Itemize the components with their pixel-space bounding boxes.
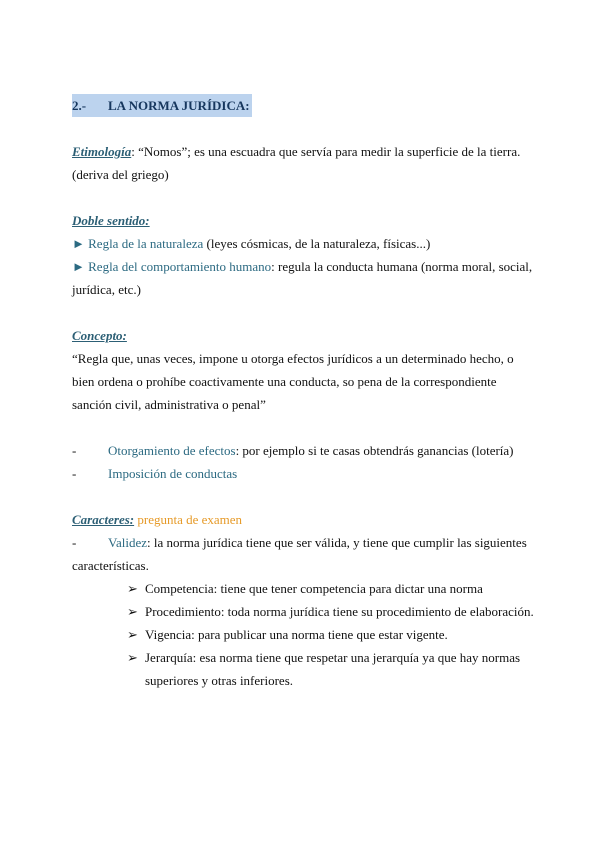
spacer: [72, 416, 534, 439]
caracteres-label: Caracteres:: [72, 512, 135, 527]
validez-term: Validez: [108, 535, 147, 550]
doble-sentido-heading: [72, 209, 534, 232]
doble-sentido-text-2: : regula la conducta humana (norma moral, social, jurídica, etc.): [72, 259, 533, 297]
doble-sentido-term-1: Regla de la naturaleza: [88, 236, 204, 251]
list-item-text: Competencia: tiene que tener competencia para dictar una norma: [145, 581, 483, 596]
efectos-term-1: Otorgamiento de efectos: [108, 443, 236, 458]
doble-sentido-text-1: (leyes cósmicas, de la naturaleza, físicas...): [203, 236, 431, 251]
arrowhead-bullet-icon: ➢: [127, 581, 138, 596]
document-content: [72, 94, 534, 692]
triangle-bullet-icon: ►: [72, 259, 85, 274]
etimologia-label: Etimología: [72, 144, 132, 159]
triangle-bullet-icon: ►: [72, 236, 85, 251]
validez-text: : la norma jurídica tiene que ser válida, y tiene que cumplir las siguientes características.: [72, 535, 527, 573]
arrowhead-bullet-icon: ➢: [127, 604, 138, 619]
efectos-term-2: Imposición de conductas: [108, 466, 238, 481]
list-item: [127, 577, 534, 600]
section-title: [72, 94, 534, 117]
caracteres-note: pregunta de examen: [134, 512, 243, 527]
doble-sentido-term-2: Regla del comportamiento humano: [88, 259, 272, 274]
list-item-text: Jerarquía: esa norma tiene que respetar una jerarquía ya que hay normas superiores y otras inferiores.: [145, 650, 521, 688]
dash-bullet: -: [72, 443, 77, 458]
list-item-text: Vigencia: para publicar una norma tiene que estar vigente.: [145, 627, 448, 642]
list-item-text: Procedimiento: toda norma jurídica tiene su procedimiento de elaboración.: [145, 604, 534, 619]
title-text: LA NORMA JURÍDICA:: [108, 98, 250, 113]
efectos-item-1: [72, 439, 534, 462]
efectos-item-2: [72, 462, 534, 485]
caracteres-heading: [72, 508, 534, 531]
doble-sentido-item-1: [72, 232, 534, 255]
list-item: [127, 646, 534, 692]
dash-bullet: -: [72, 466, 77, 481]
spacer: [72, 301, 534, 324]
efectos-text-1: : por ejemplo si te casas obtendrás ganancias (lotería): [235, 443, 514, 458]
concepto-text: “Regla que, unas veces, impone u otorga efectos jurídicos a un determinado hecho, o bien ordena o prohíbe coactivamente una conducta, so pena de la correspondiente sanción civil, administrativa o penal”: [72, 351, 514, 412]
validez-item: [72, 531, 534, 577]
arrowhead-bullet-icon: ➢: [127, 627, 138, 642]
etimologia-colon: :: [131, 144, 135, 159]
dash-bullet: -: [72, 535, 77, 550]
concepto-heading: [72, 324, 534, 347]
list-item: [127, 623, 534, 646]
spacer: [72, 186, 534, 209]
concepto-label: Concepto:: [72, 328, 127, 343]
caracteristicas-list: [127, 577, 534, 692]
etimologia-text: “Nomos”; es una escuadra que servía para medir la superficie de la tierra. (deriva del griego): [72, 144, 521, 182]
list-item: [127, 600, 534, 623]
title-number: 2.-: [72, 98, 87, 113]
doble-sentido-item-2: [72, 255, 534, 301]
arrowhead-bullet-icon: ➢: [127, 650, 138, 665]
doble-sentido-label: Doble sentido:: [72, 213, 150, 228]
etimologia-paragraph: [72, 140, 534, 186]
spacer: [72, 485, 534, 508]
spacer: [72, 117, 534, 140]
title-highlight: [72, 94, 252, 117]
